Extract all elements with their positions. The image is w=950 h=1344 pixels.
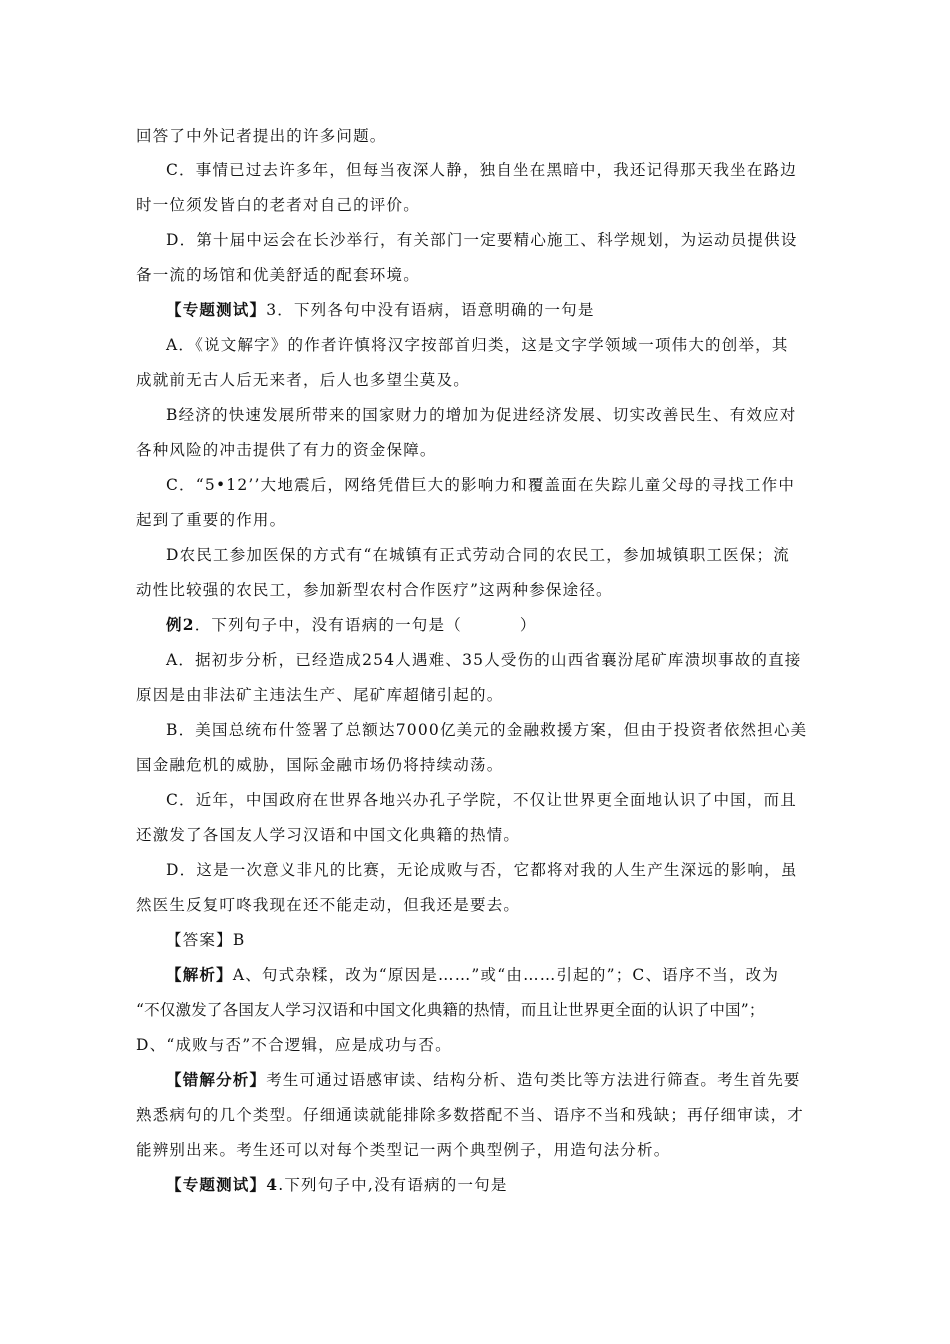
- error-analysis-line: [166, 1068, 826, 1092]
- error-analysis-text: 考生可通过语感审读、结构分析、造句类比等方法进行筛查。考生首先要: [266, 1071, 801, 1089]
- text-line: 然医生反复叮咚我现在还不能走动，但我还是要去。: [136, 896, 521, 914]
- topic-test-label: 【专题测试】4: [166, 1175, 279, 1194]
- text-line: C．事情已过去许多年，但每当夜深人静，独自坐在黑暗中，我还记得那天我坐在路边: [166, 161, 797, 179]
- question-heading: [166, 298, 826, 322]
- text-line: D农民工参加医保的方式有“在城镇有正式劳动合同的农民工，参加城镇职工医保；流: [166, 546, 790, 564]
- text-line: D．第十届中运会在长沙举行，有关部门一定要精心施工、科学规划，为运动员提供设: [166, 231, 798, 249]
- analysis-text: A、句式杂糅，改为“原因是……”或“由……引起的”；C、语序不当，改为: [232, 966, 780, 984]
- answer-label: 【答案】: [166, 931, 233, 949]
- text-line: 成就前无古人后无来者，后人也多望尘莫及。: [136, 371, 471, 389]
- text-line: 能辨别出来。考生还可以对每个类型记一两个典型例子，用造句法分析。: [136, 1141, 671, 1159]
- text-line: 起到了重要的作用。: [136, 511, 287, 529]
- text-line: B．美国总统布什签署了总额达7000亿美元的金融救援方案，但由于投资者依然担心美: [166, 721, 808, 739]
- analysis-line: [166, 963, 826, 987]
- topic-test-label: 【专题测试】: [166, 300, 267, 319]
- analysis-label: 【解析】: [166, 965, 233, 984]
- example-text: ．下列句子中，没有语病的一句是（: [194, 616, 462, 634]
- text-line: D．这是一次意义非凡的比赛，无论成败与否，它都将对我的人生产生深远的影响，虽: [166, 861, 798, 879]
- text-line: D、“成败与否”不合逻辑，应是成功与否。: [136, 1036, 452, 1054]
- text-line: C．近年，中国政府在世界各地兴办孔子学院，不仅让世界更全面地认识了中国，而且: [166, 791, 797, 809]
- paren-close: ）: [519, 616, 537, 634]
- text-line: 时一位须发皆白的老者对自己的评价。: [136, 196, 420, 214]
- text-line: A．《说文解字》的作者许慎将汉字按部首归类，这是文字学领域一项伟大的创举，其: [166, 336, 789, 354]
- text-line: 动性比较强的农民工，参加新型农村合作医疗”这两种参保途径。: [136, 581, 613, 599]
- question-text: 3．下列各句中没有语病，语意明确的一句是: [266, 301, 595, 319]
- text-line: A．据初步分析，已经造成254人遇难、35人受伤的山西省襄汾尾矿库溃坝事故的直接: [166, 651, 802, 669]
- text-line: “不仅激发了各国友人学习汉语和中国文化典籍的热情，而且让世界更全面的认识了中国”；: [136, 1001, 765, 1019]
- text-line: C．“5•12’’大地震后，网络凭借巨大的影响力和覆盖面在失踪儿童父母的寻找工作中: [166, 476, 796, 494]
- text-line: 备一流的场馆和优美舒适的配套环境。: [136, 266, 420, 284]
- text-line: 原因是由非法矿主违法生产、尾矿库超储引起的。: [136, 686, 504, 704]
- example-label: 例2: [166, 615, 195, 634]
- example-heading: [166, 613, 826, 637]
- answer-line: [166, 928, 826, 952]
- question-text: .下列句子中,没有语病的一句是: [278, 1176, 508, 1194]
- text-line: 各种风险的冲击提供了有力的资金保障。: [136, 441, 437, 459]
- text-line: 国金融危机的威胁，国际金融市场仍将持续动荡。: [136, 756, 504, 774]
- error-analysis-label: 【错解分析】: [166, 1070, 267, 1089]
- answer-value: B: [232, 931, 246, 949]
- text-line: 回答了中外记者提出的许多问题。: [136, 127, 387, 145]
- text-line: B经济的快速发展所带来的国家财力的增加为促进经济发展、切实改善民生、有效应对: [166, 406, 797, 424]
- text-line: 熟悉病句的几个类型。仔细通读就能排除多数搭配不当、语序不当和残缺；再仔细审读，才: [136, 1106, 805, 1124]
- question-heading: [166, 1173, 826, 1197]
- text-line: 还激发了各国友人学习汉语和中国文化典籍的热情。: [136, 826, 521, 844]
